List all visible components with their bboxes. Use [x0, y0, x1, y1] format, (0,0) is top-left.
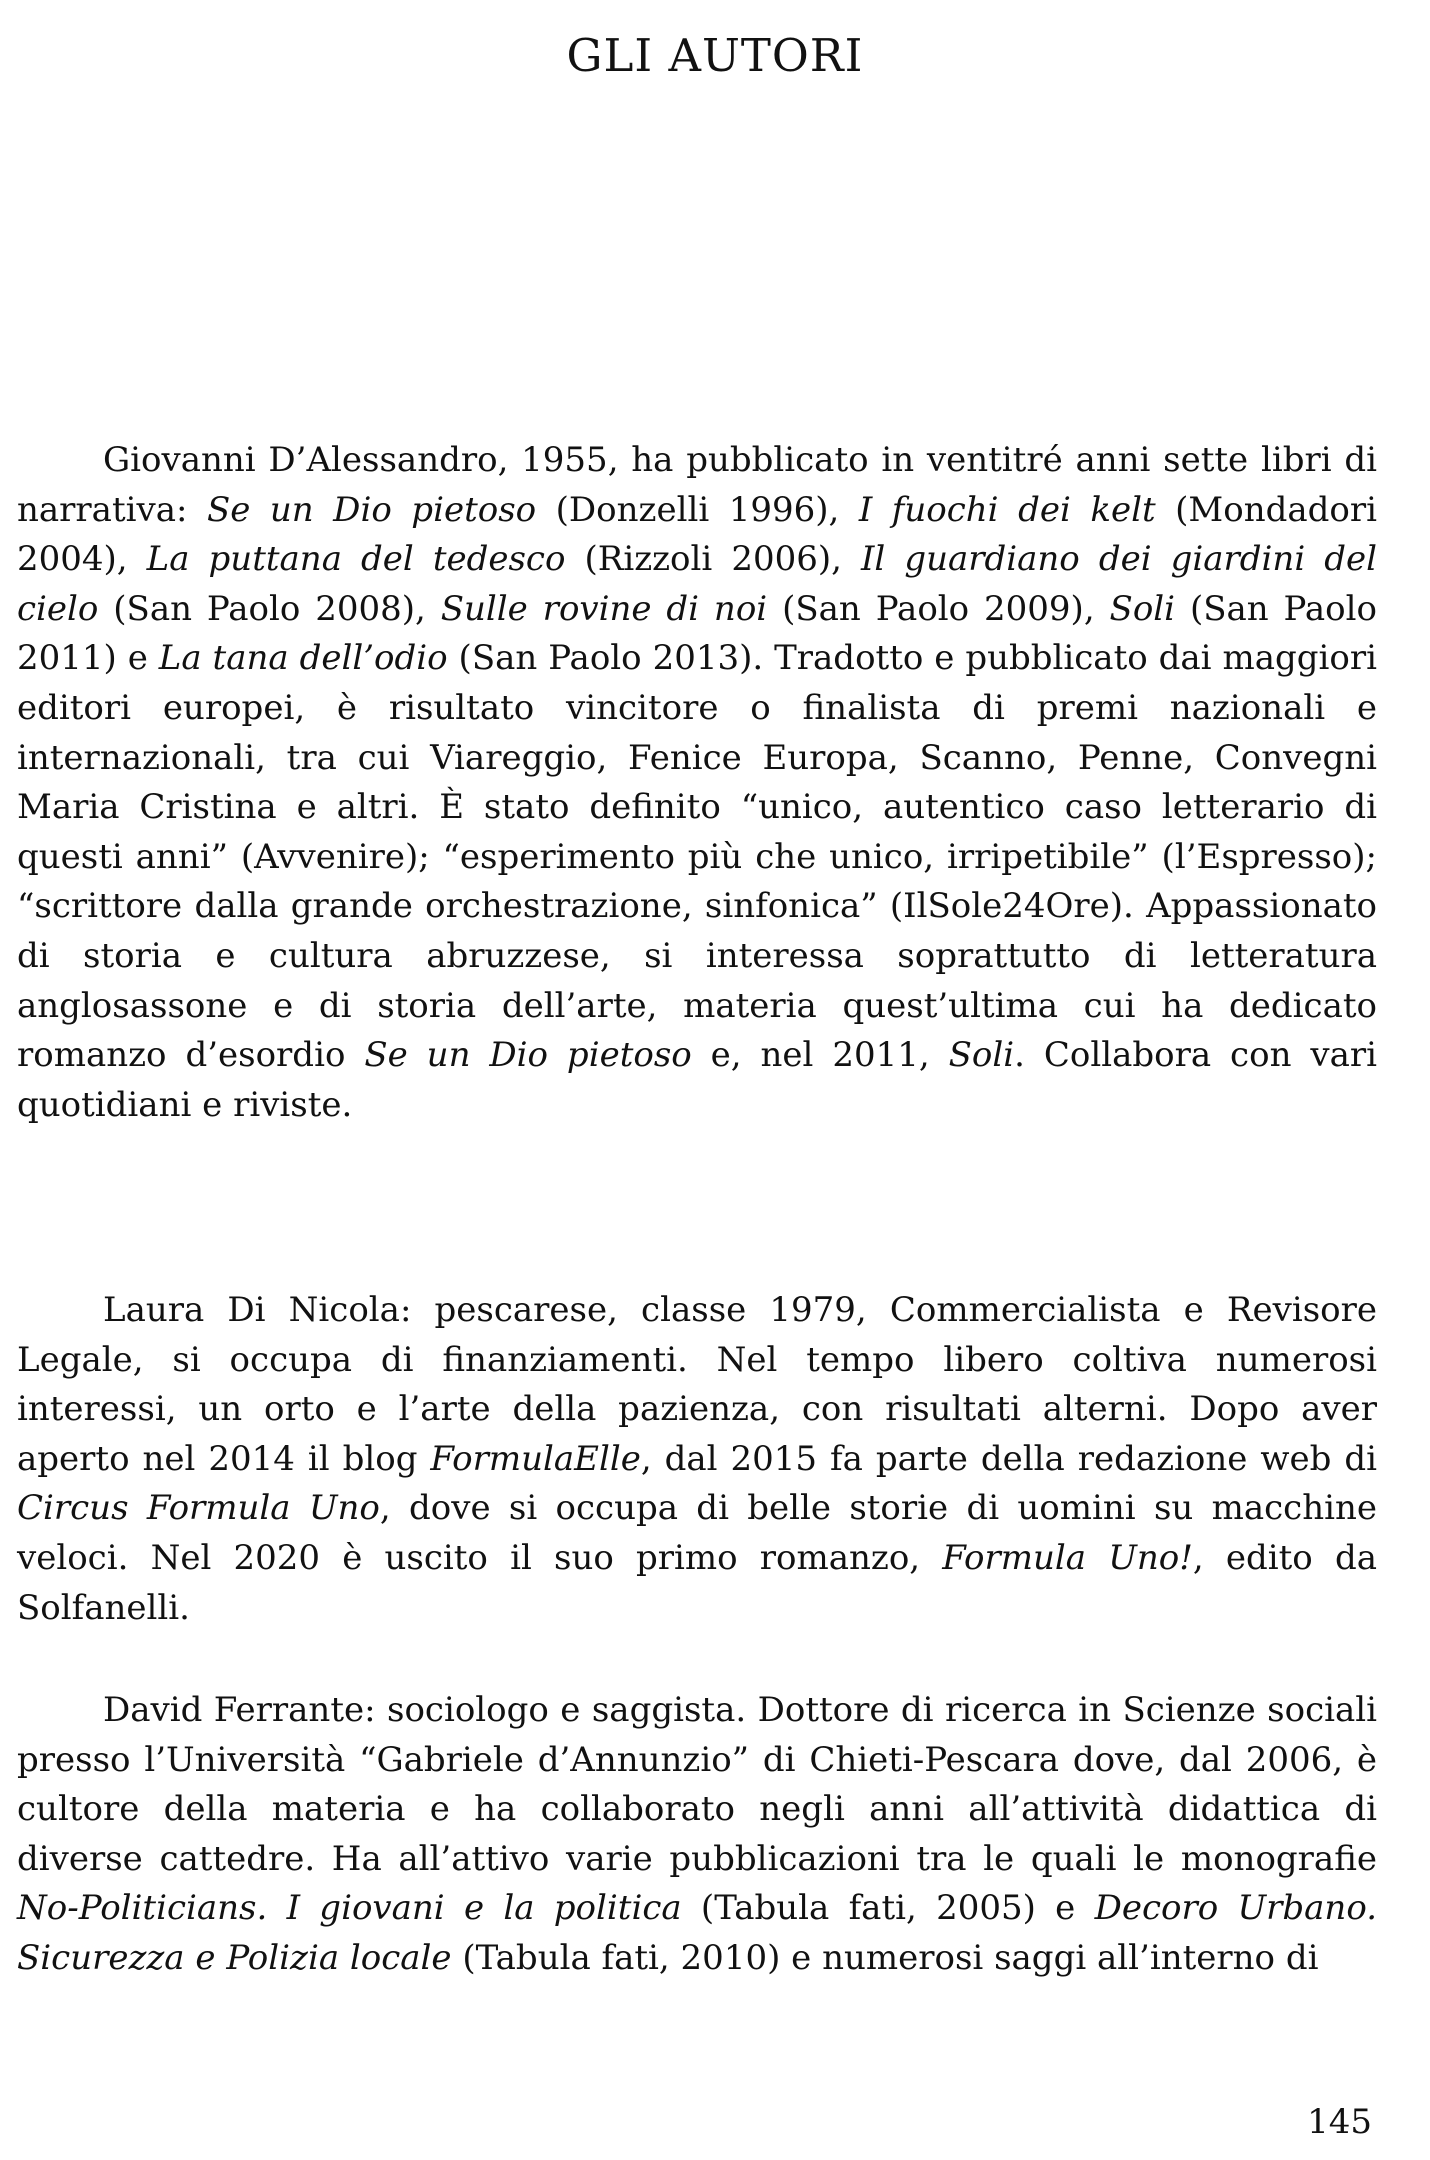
text-run: (San Paolo 2008),: [98, 588, 441, 629]
author-bio-di-nicola: [17, 1286, 1377, 1633]
italic-title: Se un Dio pietoso: [364, 1035, 692, 1076]
italic-title: Sulle rovine di noi: [440, 588, 768, 629]
text-run: . Collabora con vari quotidiani e riviste.: [17, 1035, 1378, 1125]
text-run: (Rizzoli 2006),: [565, 539, 861, 580]
italic-title: Soli: [948, 1035, 1015, 1076]
author-bio-dalessandro: [17, 436, 1377, 1130]
text-run: (Mondadori 2004),: [17, 489, 1377, 580]
italic-title: Formula Uno!: [942, 1537, 1193, 1578]
italic-title: La puttana del tedesco: [146, 539, 566, 580]
text-run: , edito da Solfanelli.: [17, 1537, 1377, 1628]
text-run: (Tabula fati, 2005) e: [681, 1888, 1095, 1929]
italic-title: Il guardiano dei giardini del cielo: [17, 539, 1377, 629]
text-run: (San Paolo 2011) e: [17, 588, 1377, 679]
text-run: (Donzelli 1996),: [536, 489, 859, 530]
text-run: , dove si occupa di belle storie di uomini su macchine veloci. Nel 2020 è uscito il suo primo romanzo,: [17, 1488, 1377, 1578]
text-run: (San Paolo 2009),: [767, 588, 1110, 629]
author-bio-ferrante: [17, 1686, 1377, 1984]
italic-title: No-Politicians. I giovani e la politica: [17, 1888, 682, 1929]
italic-title: Circus Formula Uno: [17, 1488, 380, 1529]
text-run: David Ferrante: sociologo e saggista. Dottore di ricerca in Scienze sociali presso l’Università “Gabriele d’Annunzio” di Chieti-Pescara dove, dal 2006, è cultore della materia e ha collaborato negli anni all’attività didattica di diverse cattedre. Ha all’attivo varie pubblicazioni tra le quali le monografie: [17, 1690, 1377, 1879]
text-run: , dal 2015 fa parte della redazione web di: [640, 1438, 1377, 1479]
text-run: Laura Di Nicola: pescarese, classe 1979, Commercialista e Revisore Legale, si occupa di finanziamenti. Nel tempo libero coltiva numerosi interessi, un orto e l’arte della pazienza, con risultati alterni. Dopo aver aperto nel 2014 il blog: [17, 1290, 1377, 1479]
page-title: GLI AUTORI: [566, 29, 864, 82]
italic-title: I fuochi dei kelt: [858, 489, 1156, 530]
italic-title: La tana dell’odio: [158, 638, 448, 679]
italic-title: Se un Dio pietoso: [206, 489, 537, 530]
text-run: (San Paolo 2013). Tradotto e pubblicato dai maggiori editori europei, è risultato vincitore o finalista di premi nazionali e internazionali, tra cui Viareggio, Fenice Europa, Scanno, Penne, Convegni Maria Cristina e altri. È stato definito “unico, autentico caso letterario di questi anni” (Avvenire); “esperimento più che unico, irripetibile” (l’Espresso); “scrittore dalla grande orchestrazione, sinfonica” (IlSole24Ore). Appassionato di storia e cultura abruzzese, si interessa soprattutto di letteratura anglosassone e di storia dell’arte, materia quest’ultima cui ha dedicato romanzo d’esordio: [17, 638, 1377, 1076]
text-run: e, nel 2011,: [691, 1035, 949, 1076]
page-number: 145: [1307, 2102, 1372, 2142]
italic-title: Soli: [1109, 588, 1176, 629]
italic-title: Decoro Urbano. Sicurezza e Polizia locale: [17, 1888, 1378, 1978]
italic-title: FormulaElle: [430, 1438, 641, 1479]
text-run: Giovanni D’Alessandro, 1955, ha pubblicato in ventitré anni sette libri di narrativa:: [17, 440, 1377, 530]
text-run: (Tabula fati, 2010) e numerosi saggi all’interno di: [451, 1937, 1319, 1978]
